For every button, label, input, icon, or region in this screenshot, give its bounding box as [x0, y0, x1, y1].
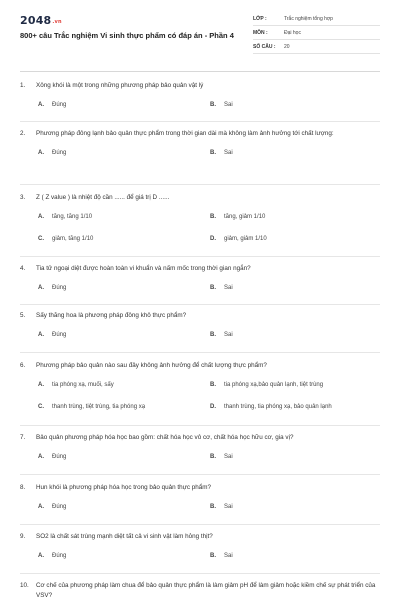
question-separator	[20, 573, 380, 574]
question-item	[20, 361, 380, 414]
answer-text: tăng, tăng 1/10	[52, 213, 93, 220]
question-item	[20, 311, 380, 342]
answer-row	[20, 210, 380, 224]
question-separator	[20, 474, 380, 475]
answer-option-c[interactable]	[20, 236, 192, 242]
answer-letter: B.	[210, 503, 216, 510]
answer-option-b[interactable]	[192, 382, 364, 388]
site-logo[interactable]	[20, 14, 62, 27]
answer-text: Sai	[224, 503, 233, 510]
question-separator	[20, 304, 380, 305]
answer-option-b[interactable]	[192, 454, 364, 460]
question-text: Tia tử ngoại diệt được hoàn toàn vi khuẩn và nấm mốc trong thời gian ngắn?	[36, 265, 251, 272]
question-text: Hun khói là phương pháp hóa học trong bảo quản thực phẩm?	[36, 484, 212, 491]
question-text-row	[20, 581, 380, 600]
answer-letter: D.	[210, 403, 216, 410]
question-number: 8.	[20, 484, 26, 491]
answer-list	[20, 450, 380, 464]
answer-text: Đúng	[52, 453, 67, 460]
question-item	[20, 581, 380, 600]
page-title: 800+ câu Trắc nghiệm Vi sinh thực phẩm có đáp án - Phần 4	[20, 31, 234, 40]
question-item	[20, 483, 380, 514]
answer-letter: A.	[38, 503, 44, 510]
question-text: Cơ chế của phương pháp làm chua để bảo quản thực phẩm là làm giảm pH để làm giảm hoặc kiềm chế sự phát triển của VSV?	[36, 582, 376, 599]
answer-row	[20, 281, 380, 295]
answer-option-b[interactable]	[192, 150, 364, 156]
answer-letter: A.	[38, 381, 44, 388]
answer-list	[20, 210, 380, 246]
answer-letter: B.	[210, 331, 216, 338]
answer-text: Sai	[224, 552, 233, 559]
answer-row	[20, 98, 380, 112]
answer-letter: B.	[210, 213, 216, 220]
answer-option-b[interactable]	[192, 214, 364, 220]
question-text-row	[20, 129, 380, 139]
answer-option-a[interactable]	[20, 285, 192, 291]
question-text: SO2 là chất sát trùng mạnh diệt tất cả vi sinh vật làm hỏng thịt?	[36, 533, 213, 540]
question-number: 2.	[20, 130, 26, 137]
answer-letter: A.	[38, 213, 44, 220]
answer-option-b[interactable]	[192, 332, 364, 338]
answer-option-a[interactable]	[20, 332, 192, 338]
answer-letter: B.	[210, 381, 216, 388]
answer-text: giảm, giảm 1/10	[224, 235, 267, 242]
answer-text: Đúng	[52, 503, 67, 510]
meta-class-row	[253, 13, 380, 26]
answer-option-d[interactable]	[192, 404, 364, 410]
answer-option-a[interactable]	[20, 150, 192, 156]
answer-letter: B.	[210, 101, 216, 108]
question-separator	[20, 425, 380, 426]
question-text: Xông khói là một trong những phương pháp bảo quản vật lý	[36, 82, 204, 89]
question-text: Phương pháp bảo quản nào sau đây không ảnh hưởng để chất lượng thực phẩm?	[36, 362, 267, 369]
question-text-row	[20, 532, 380, 542]
question-text-row	[20, 311, 380, 321]
meta-subject-row	[253, 27, 380, 40]
answer-option-a[interactable]	[20, 214, 192, 220]
question-number: 3.	[20, 194, 26, 201]
answer-option-a[interactable]	[20, 553, 192, 559]
answer-text: Đúng	[52, 284, 67, 291]
answer-row	[20, 378, 380, 392]
answer-row	[20, 328, 380, 342]
question-text-row	[20, 193, 380, 203]
question-item	[20, 532, 380, 563]
answer-text: Đúng	[52, 331, 67, 338]
answer-row	[20, 450, 380, 464]
meta-subject-value: Đại học	[284, 30, 301, 36]
question-item	[20, 129, 380, 160]
answer-letter: A.	[38, 552, 44, 559]
question-text-row	[20, 361, 380, 371]
meta-subject-label: MÔN :	[253, 30, 268, 36]
answer-letter: B.	[210, 552, 216, 559]
answer-text: thanh trùng, tiệt trùng, tia phóng xạ	[52, 403, 146, 410]
answer-letter: D.	[210, 235, 216, 242]
answer-text: Sai	[224, 149, 233, 156]
question-text-row	[20, 483, 380, 493]
question-text-row	[20, 264, 380, 274]
header-divider	[20, 71, 380, 72]
question-number: 9.	[20, 533, 26, 540]
answer-list	[20, 98, 380, 112]
question-text: Bảo quản phương pháp hóa học bao gồm: chất hóa học vô cơ, chất hóa học hữu cơ, gia vị?	[36, 434, 294, 441]
answer-text: Sai	[224, 284, 233, 291]
answer-letter: B.	[210, 284, 216, 291]
meta-class-value: Trắc nghiệm tổng hợp	[284, 16, 333, 22]
answer-letter: A.	[38, 453, 44, 460]
page-header	[0, 0, 400, 68]
answer-row	[20, 146, 380, 160]
question-separator	[20, 121, 380, 122]
answer-list	[20, 500, 380, 514]
answer-text: Đúng	[52, 149, 67, 156]
answer-text: Sai	[224, 101, 233, 108]
logo-text: 2048	[20, 14, 52, 27]
answer-list	[20, 281, 380, 295]
answer-letter: B.	[210, 453, 216, 460]
question-item	[20, 264, 380, 295]
answer-text: thanh trùng, tia phóng xạ, bảo quản lạnh	[224, 403, 332, 410]
answer-list	[20, 378, 380, 414]
answer-row	[20, 232, 380, 246]
answer-option-b[interactable]	[192, 285, 364, 291]
answer-text: Đúng	[52, 552, 67, 559]
answer-list	[20, 328, 380, 342]
answer-option-d[interactable]	[192, 236, 364, 242]
answer-text: tia phóng xạ,bảo quản lạnh, tiệt trùng	[224, 381, 324, 388]
answer-option-a[interactable]	[20, 454, 192, 460]
answer-row	[20, 500, 380, 514]
question-separator	[20, 256, 380, 257]
question-item	[20, 193, 380, 246]
question-number: 5.	[20, 312, 26, 319]
question-item	[20, 81, 380, 112]
meta-count-value: 20	[284, 44, 290, 50]
question-number: 7.	[20, 434, 26, 441]
question-text-row	[20, 433, 380, 443]
answer-letter: C.	[38, 403, 44, 410]
question-number: 10.	[20, 582, 29, 589]
answer-text: Đúng	[52, 101, 67, 108]
answer-letter: B.	[210, 149, 216, 156]
answer-text: tăng, giảm 1/10	[224, 213, 266, 220]
answer-option-b[interactable]	[192, 553, 364, 559]
question-number: 4.	[20, 265, 26, 272]
question-text: Sấy thăng hoa là phương pháp đông khô thực phẩm?	[36, 312, 187, 319]
meta-count-row	[253, 41, 380, 54]
answer-row	[20, 400, 380, 414]
answer-option-a[interactable]	[20, 504, 192, 510]
answer-option-a[interactable]	[20, 102, 192, 108]
question-separator	[20, 524, 380, 525]
logo-suffix: .vn	[52, 19, 62, 25]
question-separator	[20, 352, 380, 353]
answer-text: tia phóng xạ, muối, sấy	[52, 381, 114, 388]
answer-letter: A.	[38, 101, 44, 108]
answer-text: Sai	[224, 331, 233, 338]
answer-text: giảm, tăng 1/10	[52, 235, 94, 242]
question-item	[20, 433, 380, 464]
question-number: 6.	[20, 362, 26, 369]
answer-option-b[interactable]	[192, 102, 364, 108]
meta-class-label: LỚP :	[253, 16, 267, 22]
answer-text: Sai	[224, 453, 233, 460]
answer-letter: C.	[38, 235, 44, 242]
question-text-row	[20, 81, 380, 91]
answer-row	[20, 549, 380, 563]
answer-list	[20, 146, 380, 160]
question-separator	[20, 184, 380, 185]
question-text: Phương pháp đông lạnh bảo quản thực phẩm trong thời gian dài mà không làm ảnh hưởng tới chất lượng:	[36, 130, 334, 137]
answer-option-a[interactable]	[20, 382, 192, 388]
answer-letter: A.	[38, 149, 44, 156]
meta-count-label: SỐ CÂU :	[253, 44, 276, 50]
meta-info	[253, 13, 380, 55]
answer-letter: A.	[38, 284, 44, 291]
answer-list	[20, 549, 380, 563]
answer-letter: A.	[38, 331, 44, 338]
question-text: Z ( Z value ) là nhiệt độ cần ...... để giá trị D ......	[36, 194, 170, 201]
answer-option-b[interactable]	[192, 504, 364, 510]
question-number: 1.	[20, 82, 26, 89]
answer-option-c[interactable]	[20, 404, 192, 410]
